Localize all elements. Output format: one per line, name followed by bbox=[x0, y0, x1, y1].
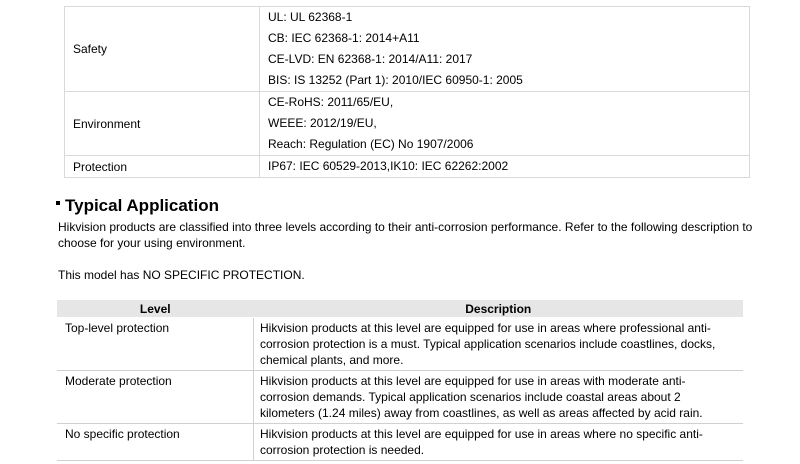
section-heading bbox=[56, 196, 219, 216]
spec-row-safety bbox=[65, 7, 750, 92]
level-description bbox=[254, 371, 744, 424]
spec-value: UL: UL 62368-1 bbox=[268, 10, 353, 24]
table-header-row bbox=[57, 300, 743, 318]
level-name: No specific protection bbox=[57, 424, 254, 461]
table-row bbox=[57, 318, 743, 371]
header-description: Description bbox=[254, 300, 744, 318]
spec-value: Reach: Regulation (EC) No 1907/2006 bbox=[268, 137, 474, 151]
description-line: Hikvision products at this level are equipped for use in areas where no specific anti- bbox=[260, 427, 703, 441]
model-note: This model has NO SPECIFIC PROTECTION. bbox=[58, 268, 305, 282]
spec-value: BIS: IS 13252 (Part 1): 2010/IEC 60950-1: 2005 bbox=[268, 73, 523, 87]
header-level: Level bbox=[57, 300, 254, 318]
spec-row-environment bbox=[65, 92, 750, 156]
description-line: corrosion protection is a must. Typical application scenarios include coastlines, docks, bbox=[260, 337, 716, 351]
spec-label: Protection bbox=[65, 156, 260, 178]
level-description bbox=[254, 318, 744, 371]
description-line: Hikvision products at this level are equipped for use in areas where professional anti- bbox=[260, 321, 711, 335]
level-name: Top-level protection bbox=[57, 318, 254, 371]
description-line: chemical plants, and more. bbox=[260, 353, 404, 367]
spec-label: Environment bbox=[65, 92, 260, 156]
description-line: kilometers (1.24 miles) away from coastlines, as well as areas affected by acid rain. bbox=[260, 406, 703, 420]
table-row bbox=[57, 371, 743, 424]
spec-values bbox=[260, 156, 750, 178]
spec-row-protection bbox=[65, 156, 750, 178]
protection-level-table bbox=[57, 300, 743, 461]
spec-value: CB: IEC 62368-1: 2014+A11 bbox=[268, 31, 420, 45]
spec-value: IP67: IEC 60529-2013,IK10: IEC 62262:2002 bbox=[268, 159, 509, 173]
spec-value: WEEE: 2012/19/EU, bbox=[268, 116, 377, 130]
table-row bbox=[57, 424, 743, 461]
description-line: corrosion protection is needed. bbox=[260, 443, 425, 457]
spec-values bbox=[260, 7, 750, 92]
spec-value: CE-LVD: EN 62368-1: 2014/A11: 2017 bbox=[268, 52, 473, 66]
description-line: corrosion demands. Typical application scenarios include coastal areas about 2 bbox=[260, 390, 681, 404]
spec-value: CE-RoHS: 2011/65/EU, bbox=[268, 95, 394, 109]
spec-values bbox=[260, 92, 750, 156]
description-line: Hikvision products at this level are equipped for use in areas with moderate anti- bbox=[260, 374, 686, 388]
section-title: Typical Application bbox=[65, 196, 219, 215]
level-name: Moderate protection bbox=[57, 371, 254, 424]
bullet-icon bbox=[56, 201, 60, 205]
level-description bbox=[254, 424, 744, 461]
spec-table bbox=[64, 6, 750, 178]
intro-paragraph: Hikvision products are classified into three levels according to their anti-corrosion performance. Refer to the following description to choose for your using environment. bbox=[58, 220, 753, 250]
spec-label: Safety bbox=[65, 7, 260, 92]
